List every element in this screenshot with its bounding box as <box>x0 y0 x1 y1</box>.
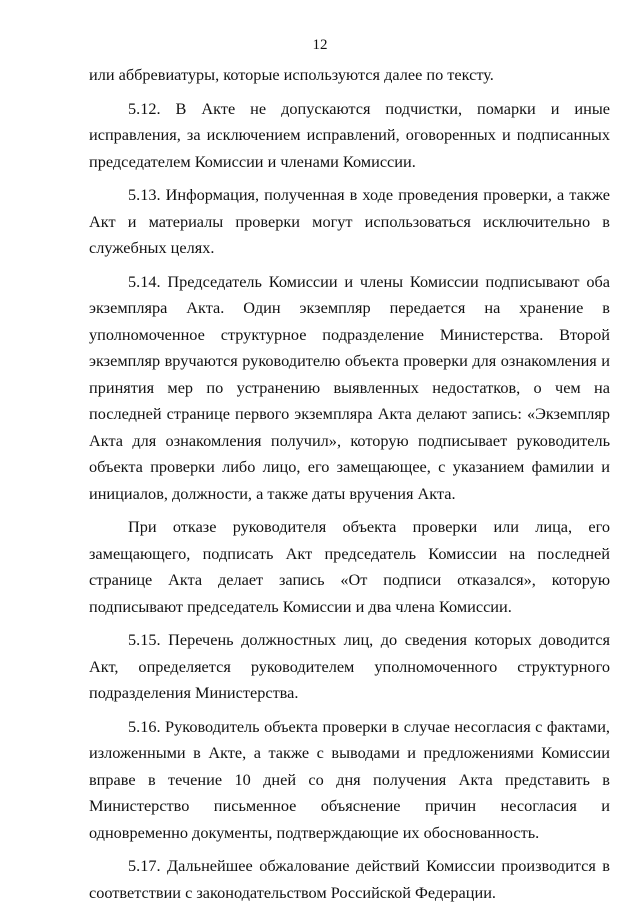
paragraph-5-14: 5.14. Председатель Комиссии и члены Комиссии подписывают оба экземпляра Акта. Один экземпляр передается на хранение в уполномоченное структурное подразделение Министерства. Второй экземпляр вручаются руководителю объекта проверки для ознакомления и принятия мер по устранению выявленных недостатков, о чем на последней странице первого экземпляра Акта делают запись: «Экземпляр Акта для ознакомления получил», которую подписывает руководитель объекта проверки либо лицо, его замещающее, с указанием фамилии и инициалов, должности, а также даты вручения Акта. <box>89 271 610 503</box>
paragraph-5-16: 5.16. Руководитель объекта проверки в случае несогласия с фактами, изложенными в Акте, а также с выводами и предложениями Комиссии вправе в течение 10 дней со дня получения Акта представить в Министерство письменное объяснение причин несогласия и одновременно документы, подтверждающие их обоснованность. <box>89 716 610 842</box>
paragraph-5-17: 5.17. Дальнейшее обжалование действий Комиссии производится в соответствии с законодательством Российской Федерации. <box>89 856 610 902</box>
paragraph-5-13: 5.13. Информация, полученная в ходе проведения проверки, а также Акт и материалы проверки могут использоваться исключительно в служебных целях. <box>89 185 610 257</box>
document-body <box>89 62 610 913</box>
page-number: 12 <box>312 37 328 53</box>
paragraph-5-15: 5.15. Перечень должностных лиц, до сведения которых доводится Акт, определяется руководителем уполномоченного структурного подразделения Министерства. <box>89 630 610 702</box>
paragraph-continuation: или аббревиатуры, которые используются далее по тексту. <box>89 65 494 84</box>
paragraph-refusal: При отказе руководителя объекта проверки или лица, его замещающего, подписать Акт председатель Комиссии на последней странице Акта делает запись «От подписи отказался», которую подписывают председатель Комиссии и два члена Комиссии. <box>89 517 610 616</box>
paragraph-5-12: 5.12. В Акте не допускаются подчистки, помарки и иные исправления, за исключением исправлений, оговоренных и подписанных председателем Комиссии и членами Комиссии. <box>89 98 610 171</box>
